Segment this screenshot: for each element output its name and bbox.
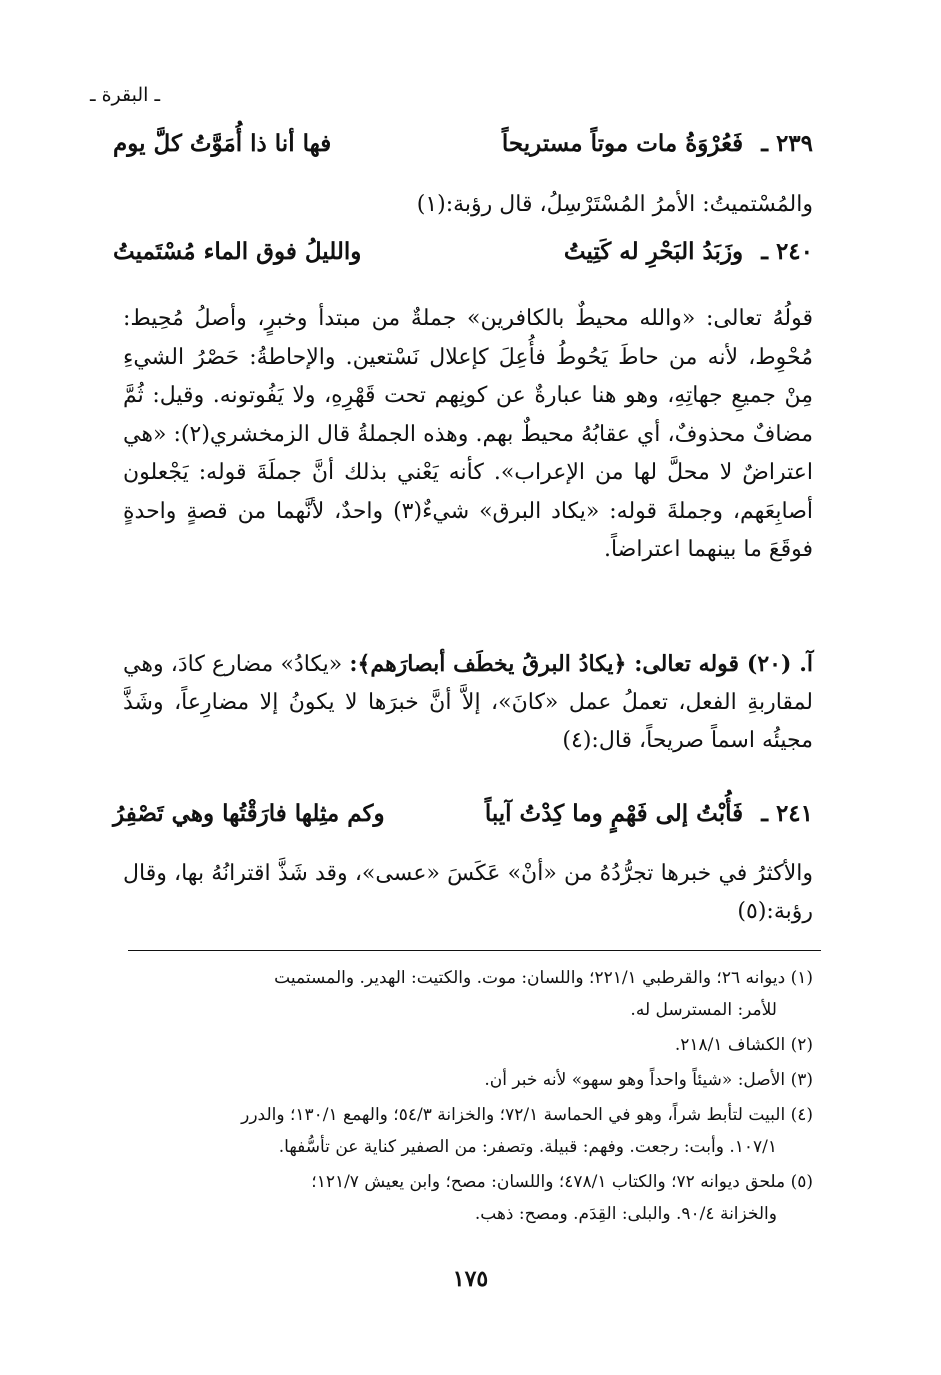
footnote [123,962,813,1026]
verse-239 [113,130,813,157]
verse-240-first-hemistich: ٢٤٠ ـ وزَبَدُ البَحْرِ له كَتِيتُ [563,238,813,265]
verse-241-first-hemistich: ٢٤١ ـ فَأُبْتُ إلى فَهْمٍ وما كِدْتُ آيباً [484,800,813,827]
verse-240 [113,238,813,265]
paragraph-text: «يكادُ» مضارع كادَ، وهي لمقاربةِ الفعل، تعملُ عمل «كانَ»، إلاَّ أنَّ خبرَها لا يكونُ إلا مضارِعاً، وشَذَّ مجيئُه اسماً صريحاً، قال:(٤) [123,652,813,753]
footnote-text: الكشاف ٢١٨/١. [674,1035,786,1055]
footnote-continuation: للأمر: المسترسل له. [630,1000,777,1020]
verse-20-section [123,645,813,760]
running-header: ـ البقرة ـ [90,84,161,106]
page-number: ١٧٥ [452,1266,489,1292]
mustamit-line: والمُسْتميتُ: الأمرُ المُسْتَرْسِلُ، قال رؤبة:(١) [416,192,813,217]
footnote-marker: (٥) [790,1172,813,1192]
footnote-continuation: والخزانة ٩٠/٤. والبلى: القِدَم. ومصح: ذهب. [474,1204,777,1224]
footnote-marker: (٤) [790,1105,813,1125]
footnotes [123,962,813,1233]
footnote-marker: (٣) [790,1070,813,1090]
verse-number: ٢٤١ ـ [761,800,813,827]
commentary-paragraph-3 [123,855,813,931]
footnote-continuation: ١٠٧/١. وأبت: رجعت. وفهم: قبيلة. وتصفر: من الصفير كناية عن تأسُّفها. [278,1137,777,1157]
footnote-text: ديوانه ٢٦؛ والقرطبي ٢٢١/١؛ واللسان: موت. والكتيت: الهدير. والمستميت [274,968,786,988]
footnote [123,1166,813,1230]
footnote-marker: (١) [790,968,813,988]
footnote-text: الأصل: «شيئاً واحداً وهو سهو» لأنه خبر أن. [484,1070,786,1090]
verse-239-second-hemistich: فها أنا ذا أُمَوَّتُ كلَّ يوم [113,130,332,157]
footnote-marker: (٢) [790,1035,813,1055]
footnote-text: البيت لتأبط شراً، وهو في الحماسة ٧٢/١؛ والخزانة ٥٤/٣؛ والهمع ١٣٠/١؛ والدرر [241,1105,786,1125]
verse-number: ٢٤٠ ـ [761,238,813,265]
footnote [123,1099,813,1163]
footnote-text: ملحق ديوانه ٧٢؛ والكتاب ٤٧٨/١؛ واللسان: مصح؛ وابن يعيش ١٢١/٧؛ [311,1172,786,1192]
verse-241 [113,800,813,827]
verse-240-second-hemistich: والليلُ فوق الماء مُسْتَميتُ [113,238,362,265]
paragraph-text: والأكثرُ في خبرها تجرُّدُهُ من «أنْ» عَكَسَ «عسى»، وقد شَذَّ اقترانُهُ بها، وقال رؤبة:(٥) [123,861,813,924]
commentary-paragraph-1 [123,300,813,570]
quran-verse-heading: آ. (٢٠) قوله تعالى: ﴿يكادُ البرقُ يخطَف أبصارَهم﴾: [349,651,814,677]
verse-239-first-hemistich: ٢٣٩ ـ فَعُرْوَةُ مات موتاً مستريحاً [501,130,813,157]
footnote [123,1064,813,1096]
paragraph-text: قولُهُ تعالى: «والله محيطٌ بالكافرين» جملةٌ من مبتدأ وخبرٍ، وأصلُ مُحِيط: مُحْوِط، لأنه من حاطَ يَحُوطُ فأُعِلَ كإعلال نَسْتعين. والإحاطةُ: حَصْرُ الشيءِ مِنْ جميعِ جهاتِهِ، وهو هنا عبارةٌ عن كونِهم تحت قَهْرِهِ، ولا يَفُوتونه. وقيل: ثُمَّ مضافٌ محذوفٌ، أي عقابُهُ محيطٌ بهم. وهذه الجملةُ قال الزمخشري(٢): «هي اعتراضٌ لا محلَّ لها من الإعراب». كأنه يَعْني بذلك أنَّ جملَةَ قوله: يَجْعلون أصابِعَهم، وجملةَ قوله: «يكاد البرق» شيءٌ(٣) واحدٌ، لأنَّهما من قصةٍ واحدةٍ فوقَعَ ما بينهما اعتراضاً. [123,306,813,562]
footnote-divider [128,950,821,951]
verse-241-second-hemistich: وكم مثِلها فارَقْتُها وهي تَصْفِرُ [113,800,385,827]
footnote [123,1029,813,1061]
verse-number: ٢٣٩ ـ [761,130,813,157]
